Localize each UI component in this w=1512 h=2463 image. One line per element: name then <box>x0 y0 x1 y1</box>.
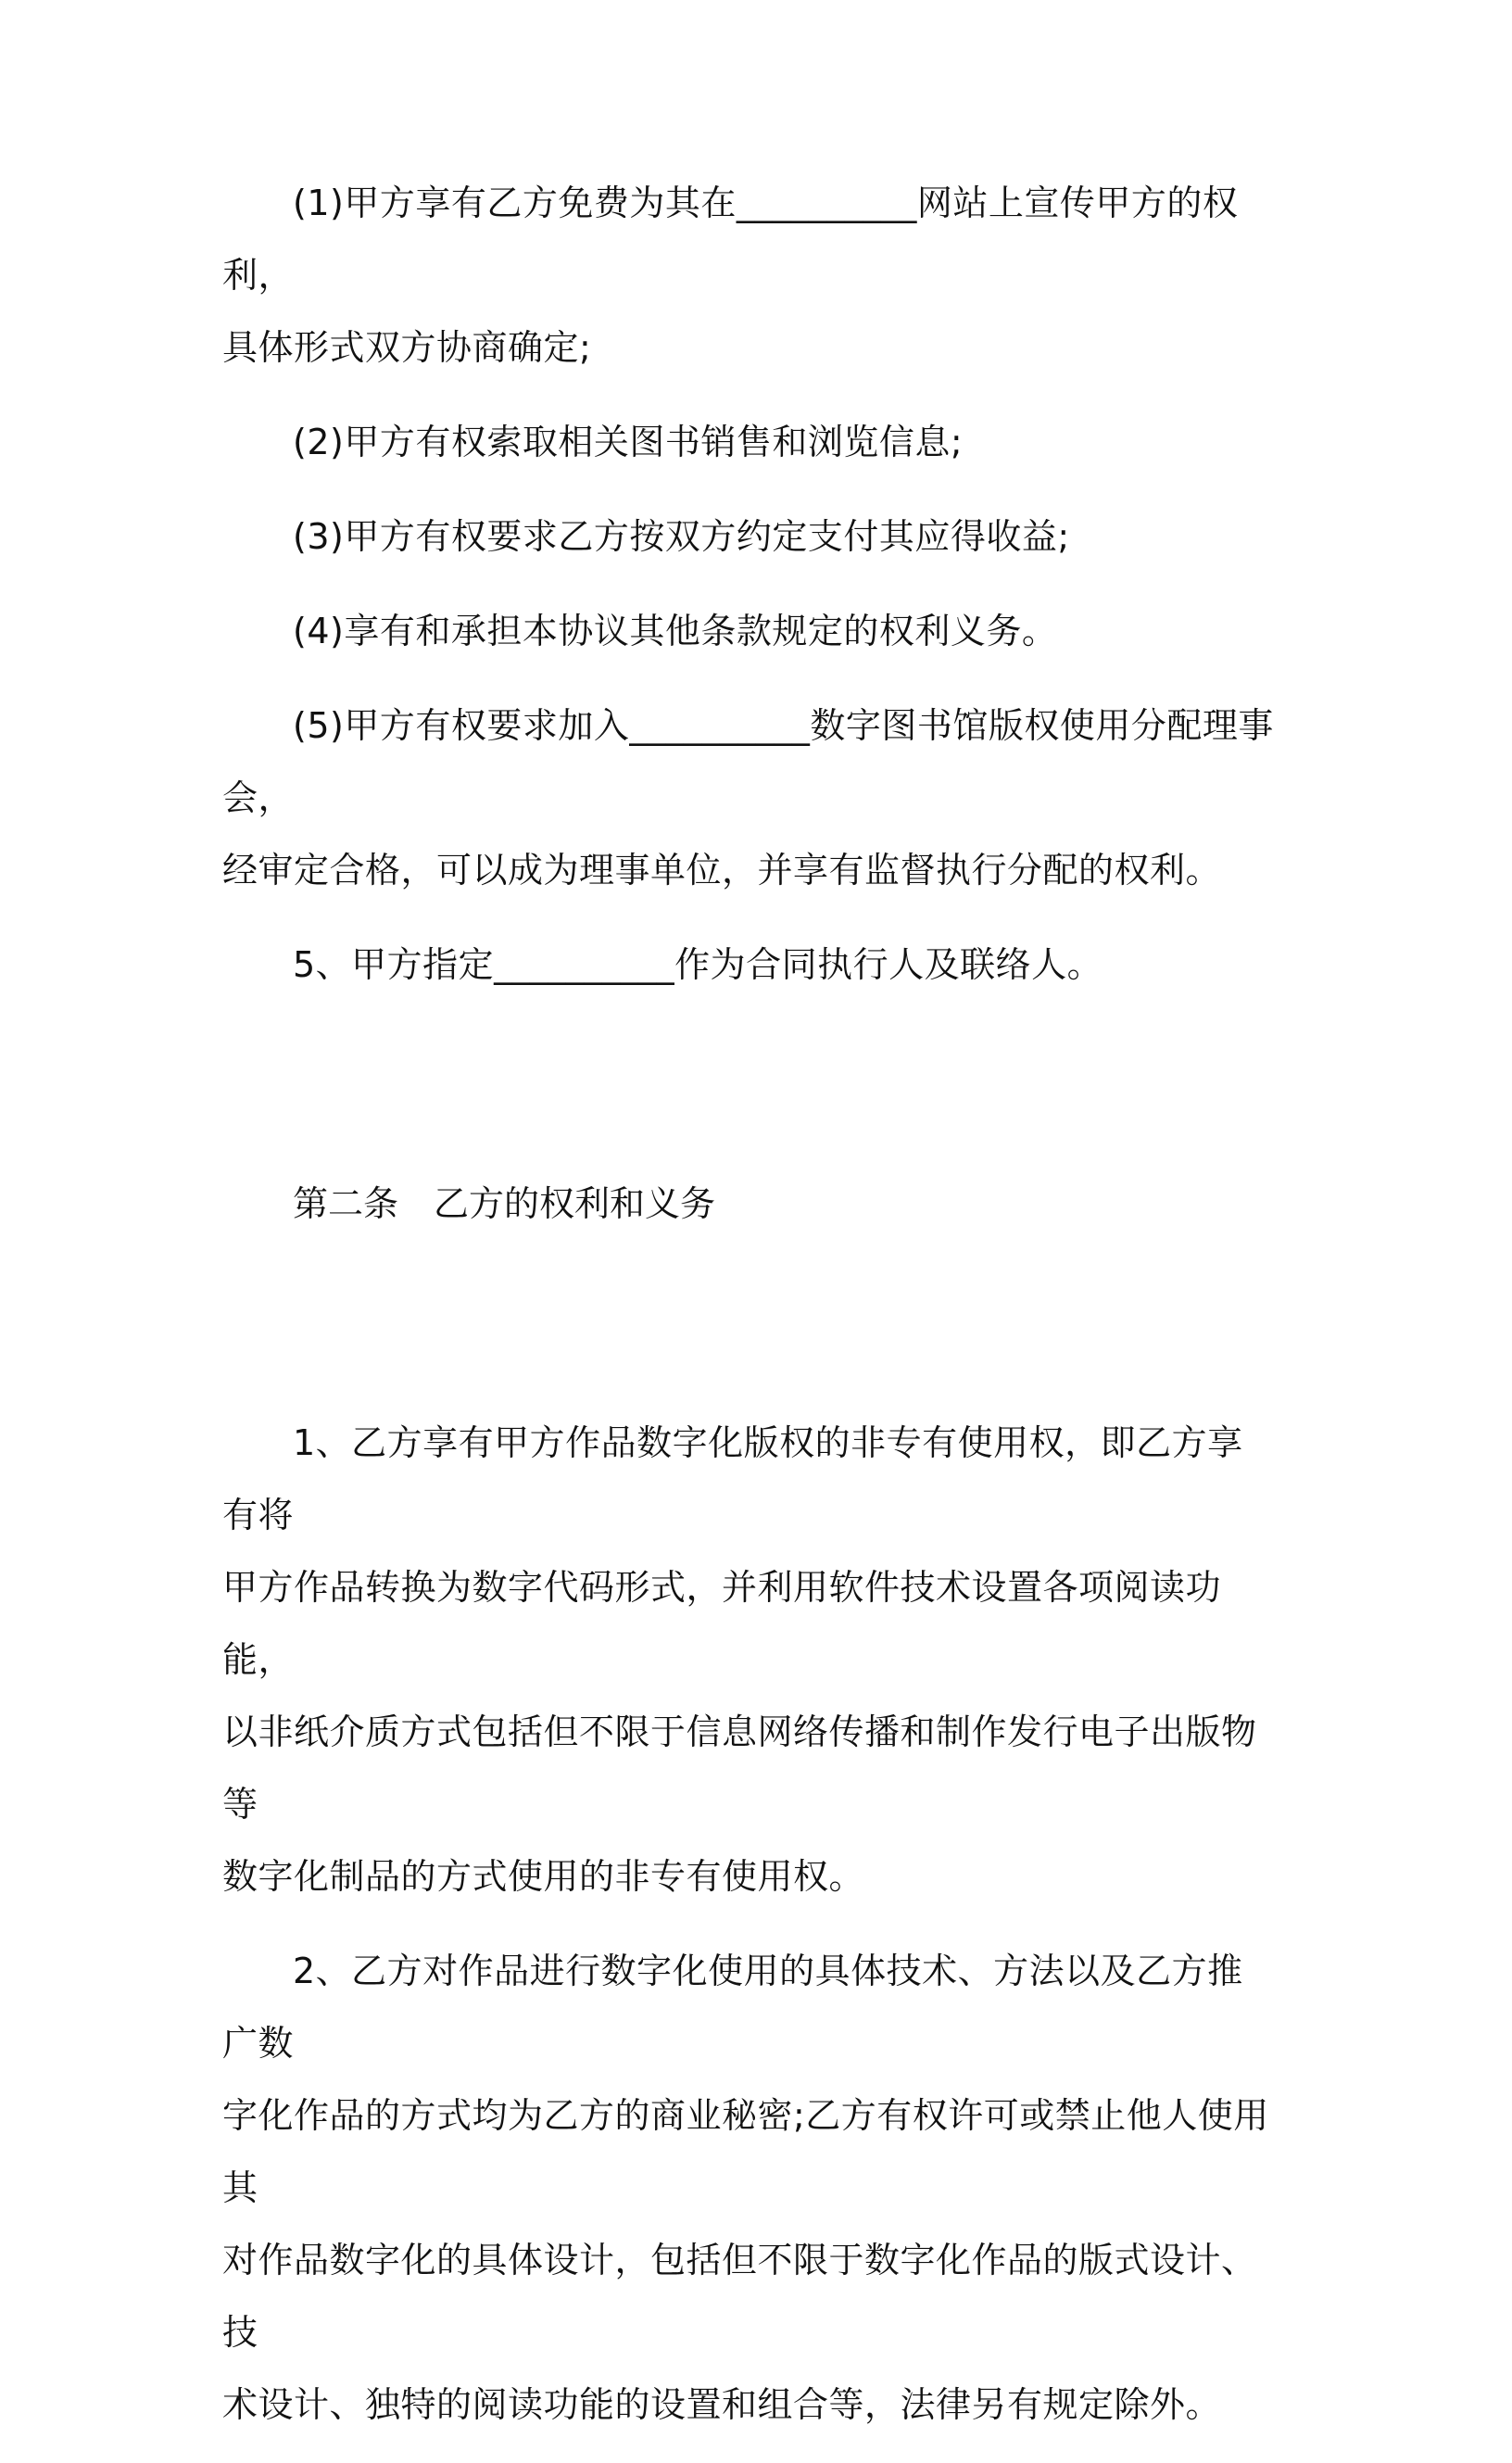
section-heading-article-2 <box>222 1023 1279 1384</box>
paragraph-party-b-2 <box>222 1935 1279 2441</box>
paragraph-right-2 <box>222 406 1279 478</box>
section-heading-text: 第二条 乙方的权利和义务 <box>293 1183 716 1224</box>
paragraph-line: 经审定合格，可以成为理事单位，并享有监督执行分配的权利。 <box>222 850 1222 890</box>
paragraph-line: 2、乙方对作品进行数字化使用的具体技术、方法以及乙方推广数 <box>222 1951 1243 2064</box>
paragraph-line: 字化作品的方式均为乙方的商业秘密;乙方有权许可或禁止他人使用其 <box>222 2095 1269 2208</box>
paragraph-line: 对作品数字化的具体设计，包括但不限于数字化作品的版式设计、技 <box>222 2240 1257 2353</box>
paragraph-line: (5)甲方有权要求加入__________数字图书馆版权使用分配理事会， <box>222 705 1274 818</box>
paragraph-line: 术设计、独特的阅读功能的设置和组合等，法律另有规定除外。 <box>222 2384 1222 2425</box>
document-body <box>222 167 1279 2463</box>
paragraph-right-1 <box>222 167 1279 384</box>
paragraph-line: 以非纸介质方式包括但不限于信息网络传播和制作发行电子出版物等 <box>222 1711 1257 1825</box>
paragraph-line: 5、甲方指定__________作为合同执行人及联络人。 <box>293 944 1103 985</box>
paragraph-line: (2)甲方有权索取相关图书销售和浏览信息; <box>293 422 964 462</box>
paragraph-party-b-1 <box>222 1407 1279 1913</box>
paragraph-line: 甲方作品转换为数字代码形式，并利用软件技术设置各项阅读功能， <box>222 1567 1222 1680</box>
paragraph-contact-person <box>222 928 1279 1001</box>
paragraph-line: (1)甲方享有乙方免费为其在__________网站上宣传甲方的权利， <box>222 183 1239 296</box>
paragraph-line: (4)享有和承担本协议其他条款规定的权利义务。 <box>293 611 1058 651</box>
paragraph-line: (3)甲方有权要求乙方按双方约定支付其应得收益; <box>293 516 1070 557</box>
paragraph-line: 1、乙方享有甲方作品数字化版权的非专有使用权，即乙方享有将 <box>222 1422 1243 1535</box>
paragraph-right-5 <box>222 689 1279 906</box>
paragraph-line: 数字化制品的方式使用的非专有使用权。 <box>222 1856 865 1897</box>
paragraph-right-3 <box>222 500 1279 573</box>
paragraph-right-4 <box>222 595 1279 667</box>
paragraph-line: 具体形式双方协商确定; <box>222 327 592 368</box>
